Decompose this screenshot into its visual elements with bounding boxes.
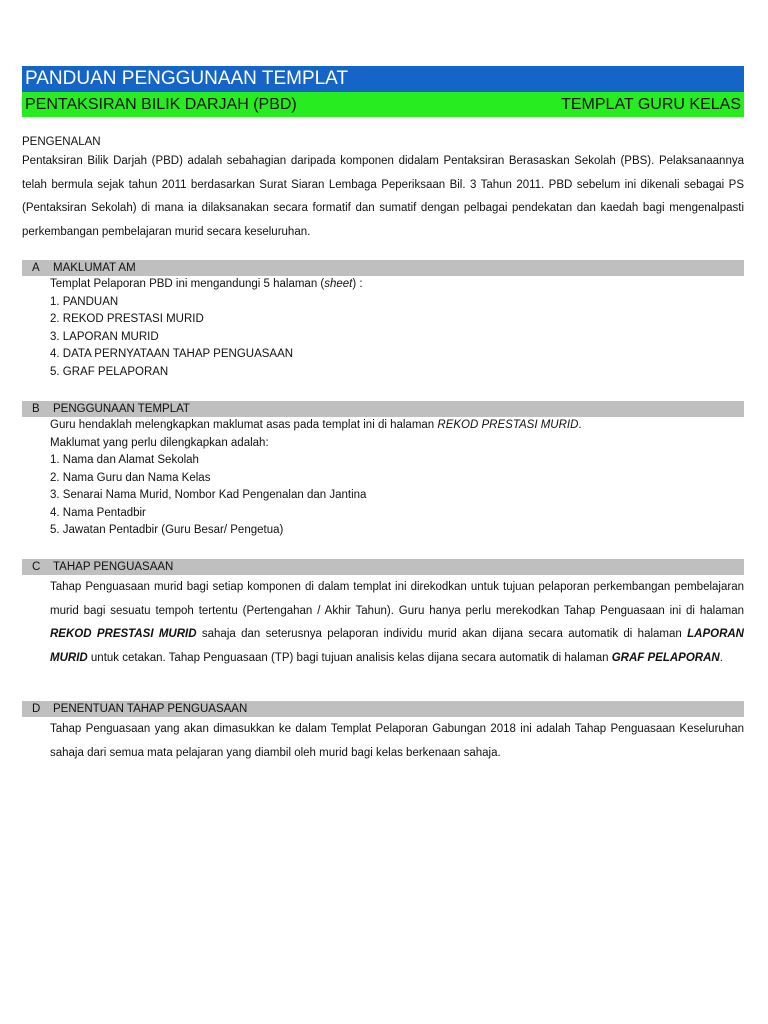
- section-c-text-4: .: [719, 651, 723, 664]
- list-item: 1. Nama dan Alamat Sekolah: [50, 454, 199, 466]
- section-b-letter: B: [32, 403, 40, 415]
- subtitle-banner: [22, 92, 744, 117]
- section-a: [22, 260, 744, 381]
- section-c-letter: C: [32, 561, 41, 573]
- section-b-line2: Maklumat yang perlu dilengkapkan adalah:: [50, 436, 269, 449]
- section-a-intro-italic: sheet: [324, 278, 353, 290]
- section-a-intro-text: Templat Pelaporan PBD ini mengandungi 5 halaman (: [50, 278, 325, 290]
- section-c-text-2: sahaja dan seterusnya pelaporan individu murid akan dijana secara automatik di halaman: [196, 628, 688, 640]
- list-item: 4. DATA PERNYATAAN TAHAP PENGUASAAN: [50, 348, 294, 360]
- section-a-intro-end: ) :: [352, 278, 363, 290]
- section-c-emphasis-2: LAPORAN MURID: [50, 628, 744, 664]
- introduction-section: [22, 134, 744, 244]
- section-b-title: PENGGUNAAN TEMPLAT: [53, 403, 190, 415]
- list-item: 5. Jawatan Pentadbir (Guru Besar/ Pengetua): [50, 524, 284, 536]
- list-item: 3. Senarai Nama Murid, Nombor Kad Pengenalan dan Jantina: [50, 489, 367, 501]
- section-a-letter: A: [32, 262, 40, 274]
- section-c-body: [22, 575, 744, 670]
- section-d-paragraph: Tahap Penguasaan yang akan dimasukkan ke dalam Templat Pelaporan Gabungan 2018 ini adalah Tahap Penguasaan Keseluruhan sahaja dari semua mata pelajaran yang diambil oleh murid bagi kelas berkenaan sahaja.: [50, 723, 744, 759]
- section-a-body: [22, 276, 744, 381]
- section-a-list: [50, 294, 744, 382]
- section-b: [22, 401, 744, 540]
- introduction-paragraph: Pentaksiran Bilik Darjah (PBD) adalah sebahagian daripada komponen didalam Pentaksiran Berasaskan Sekolah (PBS). Pelaksanaannya telah bermula sejak tahun 2011 berdasarkan Surat Siaran Lembaga Peperiksaan Bil. 3 Tahun 2011. PBD sebelum ini dikenali sebagai PS (Pentaksiran Sekolah) di mana ia dilaksanakan secara formatif dan sumatif dengan pelbagai pendekatan dan kaedah bagi mengenalpasti perkembangan pembelajaran murid secara keseluruhan.: [22, 155, 744, 238]
- section-c-text-3: untuk cetakan. Tahap Penguasaan (TP) bagi tujuan analisis kelas dijana secara automatik di halaman: [87, 651, 612, 664]
- section-b-line1-end: .: [578, 419, 582, 431]
- title-banner: [22, 66, 744, 92]
- section-c-emphasis-3: GRAF PELAPORAN: [611, 651, 720, 664]
- introduction-heading: PENGENALAN: [22, 136, 101, 148]
- section-d-body: [22, 717, 744, 765]
- section-b-list: [50, 452, 744, 540]
- section-c-title: TAHAP PENGUASAAN: [53, 561, 174, 573]
- section-c-header: [22, 559, 744, 575]
- section-c: [22, 559, 744, 670]
- section-b-line1-italic: REKOD PRESTASI MURID: [437, 419, 579, 431]
- page-subtitle: PENTAKSIRAN BILIK DARJAH (PBD): [25, 96, 297, 113]
- list-item: 2. REKOD PRESTASI MURID: [50, 313, 204, 325]
- list-item: 5. GRAF PELAPORAN: [50, 365, 169, 378]
- list-item: 2. Nama Guru dan Nama Kelas: [50, 471, 211, 484]
- section-d-letter: D: [32, 703, 41, 715]
- section-b-header: [22, 401, 744, 417]
- page-title: PANDUAN PENGGUNAAN TEMPLAT: [25, 68, 349, 89]
- section-d-header: [22, 701, 744, 717]
- section-b-body: [22, 417, 744, 540]
- template-type-label: TEMPLAT GURU KELAS: [561, 96, 741, 113]
- list-item: 1. PANDUAN: [50, 295, 119, 308]
- list-item: 4. Nama Pentadbir: [50, 506, 146, 519]
- section-d: [22, 701, 744, 765]
- section-b-line1-text: Guru hendaklah melengkapkan maklumat asas pada templat ini di halaman: [50, 419, 438, 431]
- section-a-intro: [50, 276, 744, 294]
- section-a-header: [22, 260, 744, 276]
- list-item: 3. LAPORAN MURID: [50, 330, 159, 343]
- section-b-line1: [50, 417, 744, 435]
- section-a-title: MAKLUMAT AM: [53, 262, 136, 274]
- section-c-paragraph: [50, 576, 744, 670]
- section-c-emphasis-1: REKOD PRESTASI MURID: [50, 628, 197, 640]
- section-c-text-1: Tahap Penguasaan murid bagi setiap komponen di dalam templat ini direkodkan untuk tujuan pelaporan perkembangan pembelajaran murid bagi sesuatu tempoh tertentu (Pertengahan / Akhir Tahun). Guru hanya perlu merekodkan Tahap Penguasaan ini di halaman: [50, 581, 744, 617]
- section-d-title: PENENTUAN TAHAP PENGUASAAN: [53, 703, 248, 715]
